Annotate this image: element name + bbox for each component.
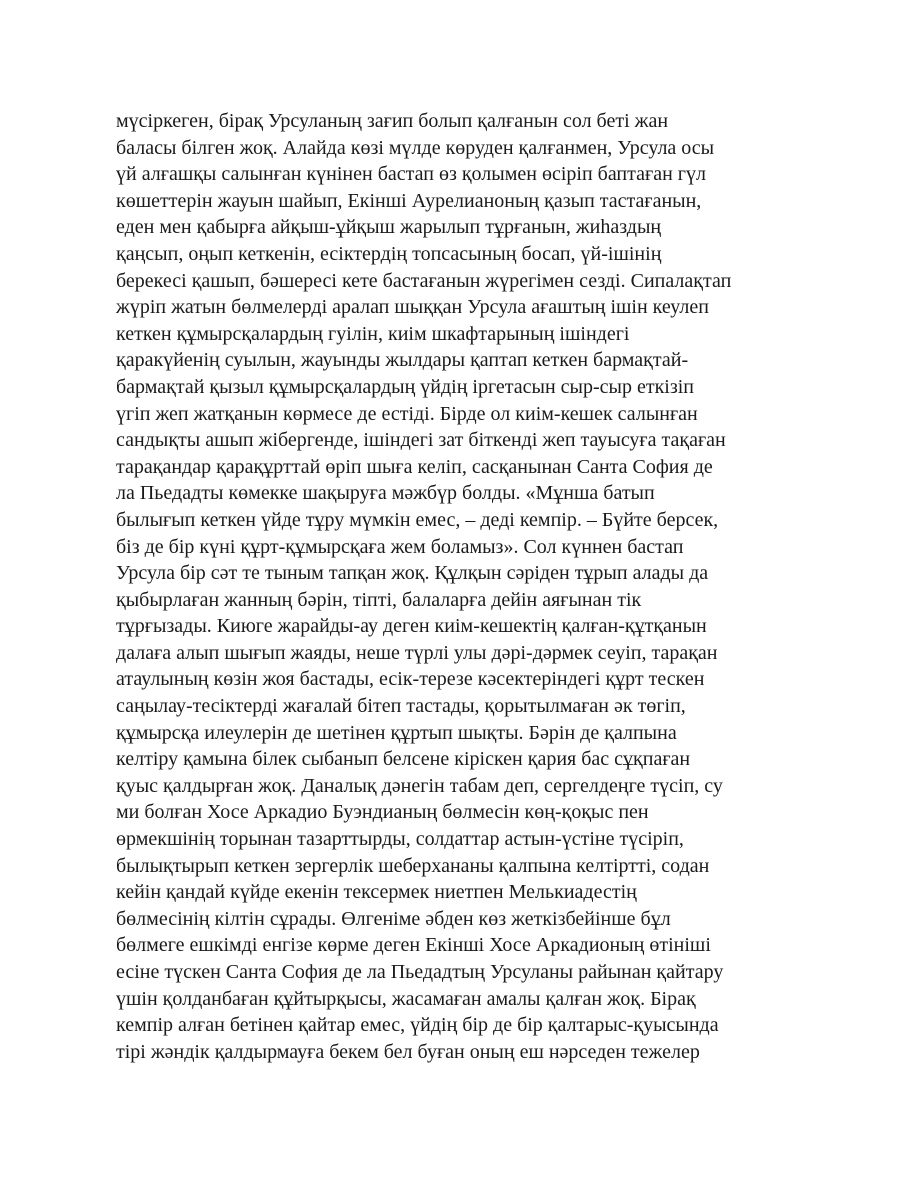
text-line: үгіп жеп жатқанын көрмесе де естіді. Бірде ол киім-кешек салынған (116, 402, 698, 425)
text-line: берекесі қашып, бәшересі кете бастағанын жүрегімен сезді. Сипалақтап (116, 269, 732, 292)
text-line: кемпір алған бетінен қайтар емес, үйдің бір де бір қалтарыс-қуысында (116, 1014, 719, 1037)
text-line: келтіру қамына білек сыбанып белсене кіріскен қария бас сұқпаған (116, 748, 691, 771)
text-line: сандықты ашып жібергенде, ішіндегі зат біткенді жеп тауысуға тақаған (116, 429, 726, 452)
text-line: қыбырлаған жанның бәрін, тіпті, балаларға дейін аяғынан тік (116, 588, 642, 611)
text-line: атаулының көзін жоя бастады, есік-терезе кәсектеріндегі құрт тескен (116, 668, 705, 691)
text-line: жүріп жатын бөлмелерді аралап шыққан Урсула ағаштың ішін кеулеп (116, 296, 709, 319)
text-line: қаракүйенің суылын, жауынды жылдары қаптап кеткен бармақтай- (116, 349, 689, 372)
text-line: ла Пьедадты көмекке шақыруға мәжбүр болды. «Мұнша батып (116, 482, 655, 505)
text-line: қуыс қалдырған жоқ. Даналық дәнегін табам деп, сергелдеңге түсіп, су (116, 774, 723, 797)
text-line: еден мен қабырға айқыш-ұйқыш жарылып тұрғанын, жиһаздың (116, 216, 662, 239)
text-line: кейін қандай күйде екенін тексермек ниетпен Мелькиадестің (116, 881, 637, 904)
text-line: далаға алып шығып жаяды, неше түрлі улы дәрі-дәрмек сеуіп, тарақан (116, 641, 718, 664)
text-line: қаңсып, оңып кеткенін, есіктердің топсасының босап, үй-ішінің (116, 242, 662, 265)
text-line: ми болған Хосе Аркадио Буэндианың бөлмесін көң-қоқыс пен (116, 801, 649, 824)
text-line: бөлмесінің кілтін сұрады. Өлгеніме әбден көз жеткізбейінше бұл (116, 907, 671, 930)
text-line: бөлмеге ешкімді енгізе көрме деген Екінші Хосе Аркадионың өтініші (116, 934, 711, 957)
text-line: былығып кеткен үйде тұру мүмкін емес, – деді кемпір. – Бүйте берсек, (116, 508, 719, 531)
text-line: көшеттерін жауын шайып, Екінші Аурелианоның қазып тастағанын, (116, 189, 702, 212)
text-line: құмырсқа илеулерін де шетінен құртып шықты. Бәрін де қалпына (116, 721, 677, 744)
text-line: тұрғызады. Киюге жарайды-ау деген киім-кешектің қалған-құтқанын (116, 615, 707, 638)
text-line: үй алғашқы салынған күнінен бастап өз қолымен өсіріп баптаған гүл (116, 163, 706, 186)
text-line: мүсіркеген, бірақ Урсуланың зағип болып қалғанын сол беті жан (116, 110, 669, 132)
text-line: біз де бір күні құрт-құмырсқаға жем боламыз». Сол күннен бастап (116, 535, 684, 558)
text-line: Урсула бір сәт те тыным тапқан жоқ. Құлқын сәріден тұрып алады да (116, 562, 709, 585)
text-line: есіне түскен Санта София де ла Пьедадтың Урсуланы райынан қайтару (116, 961, 724, 983)
body-text (116, 108, 816, 1065)
text-line: саңылау-тесіктерді жағалай бітеп тастады, қорытылмаған әк төгіп, (116, 695, 686, 718)
text-line: тірі жәндік қалдырмауға бекем бел буған оның еш нәрседен тежелер (116, 1040, 700, 1063)
text-line: тарақандар қарақұрттай өріп шыға келіп, сасқанынан Санта София де (116, 455, 713, 478)
text-line: бармақтай қызыл құмырсқалардың үйдің іргетасын сыр-сыр еткізіп (116, 375, 694, 398)
text-line: баласы білген жоқ. Алайда көзі мүлде көруден қалғанмен, Урсула осы (116, 136, 715, 159)
text-line: былықтырып кеткен зергерлік шеберхананы қалпына келтіртті, содан (116, 854, 710, 877)
text-line: өрмекшінің торынан тазарттырды, солдаттар астын-үстіне түсіріп, (116, 828, 684, 851)
text-line: кеткен құмырсқалардың гуілін, киім шкафтарының ішіндегі (116, 322, 630, 345)
text-line: үшін қолданбаған құйтырқысы, жасамаған амалы қалған жоқ. Бірақ (116, 987, 696, 1010)
